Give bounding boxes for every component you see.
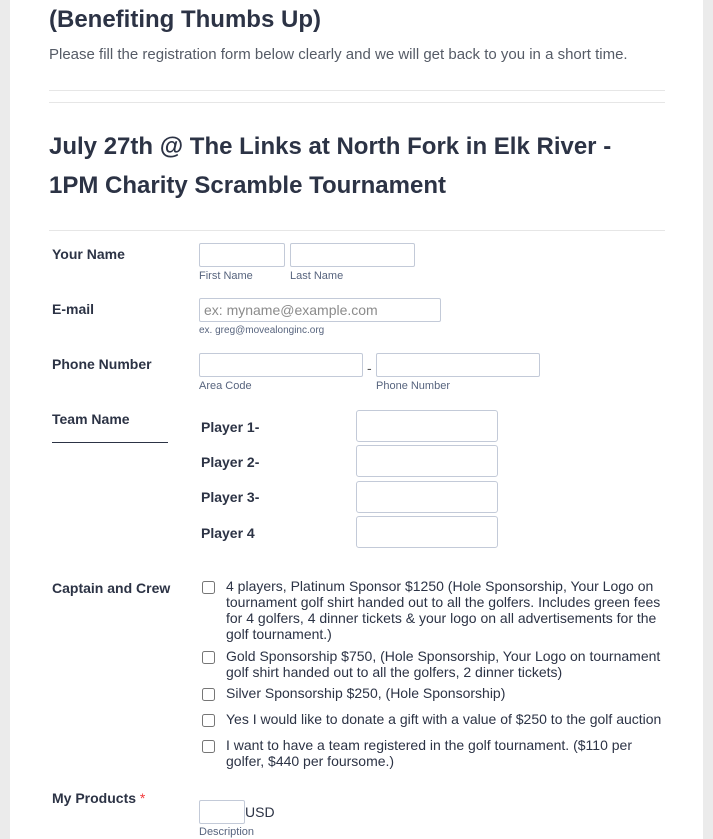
platinum-checkbox[interactable] — [202, 581, 215, 594]
player-3-input[interactable] — [356, 481, 498, 513]
phone-separator: - — [367, 360, 372, 376]
my-products-label-text: My Products — [52, 790, 137, 806]
last-name-sublabel: Last Name — [290, 270, 344, 282]
gold-option-label: Gold Sponsorship $750, (Hole Sponsorship, Your Logo on tournament golf shirt handed out to all the golfers, 2 dinner tickets) — [226, 648, 661, 680]
first-name-input[interactable] — [199, 243, 285, 267]
player-4-label: Player 4 — [201, 525, 255, 541]
player-1-input[interactable] — [356, 410, 498, 442]
donate-gift-option-label: Yes I would like to donate a gift with a value of $250 to the golf auction — [226, 711, 662, 727]
divider — [49, 230, 665, 231]
form-subtitle: (Benefiting Thumbs Up) — [49, 6, 321, 33]
player-1-label: Player 1- — [201, 419, 260, 435]
player-4-input[interactable] — [356, 516, 498, 548]
player-3-label: Player 3- — [201, 489, 260, 505]
team-name-underline — [52, 442, 168, 443]
area-code-sublabel: Area Code — [199, 380, 252, 392]
phone-number-sublabel: Phone Number — [376, 380, 450, 392]
phone-label: Phone Number — [52, 356, 152, 372]
area-code-input[interactable] — [199, 353, 363, 377]
email-label: E-mail — [52, 301, 95, 317]
last-name-input[interactable] — [290, 243, 415, 267]
captain-crew-label: Captain and Crew — [52, 580, 171, 596]
form-card — [10, 0, 703, 839]
product-amount-input[interactable] — [199, 800, 245, 824]
email-input[interactable] — [199, 298, 441, 322]
team-registration-checkbox[interactable] — [202, 740, 215, 753]
platinum-option-label: 4 players, Platinum Sponsor $1250 (Hole Sponsorship, Your Logo on tournament golf shirt handed out to all the golfers. Includes green fees for 4 golfers, 4 dinner tickets & your logo on all advertisements for the golf tournament.) — [226, 578, 661, 642]
divider — [49, 102, 665, 103]
required-mark: * — [139, 790, 146, 806]
silver-checkbox[interactable] — [202, 688, 215, 701]
donate-gift-checkbox[interactable] — [202, 714, 215, 727]
player-2-label: Player 2- — [201, 454, 260, 470]
gold-checkbox[interactable] — [202, 651, 215, 664]
silver-option-label: Silver Sponsorship $250, (Hole Sponsorship) — [226, 685, 506, 701]
team-name-label: Team Name — [52, 411, 130, 427]
email-sublabel: ex. greg@movealonginc.org — [199, 325, 325, 336]
team-registration-option-label: I want to have a team registered in the golf tournament. ($110 per golfer, $440 per foursome.) — [226, 737, 632, 769]
product-description-sublabel: Description — [199, 826, 255, 838]
phone-number-input[interactable] — [376, 353, 540, 377]
name-label: Your Name — [52, 246, 125, 262]
currency-label: USD — [245, 804, 275, 820]
player-2-input[interactable] — [356, 445, 498, 477]
my-products-label — [52, 790, 145, 806]
form-intro: Please fill the registration form below clearly and we will get back to you in a short time. — [49, 46, 628, 63]
divider — [49, 90, 665, 91]
first-name-sublabel: First Name — [199, 270, 253, 282]
event-heading: July 27th @ The Links at North Fork in Elk River - 1PM Charity Scramble Tournament — [49, 133, 612, 199]
